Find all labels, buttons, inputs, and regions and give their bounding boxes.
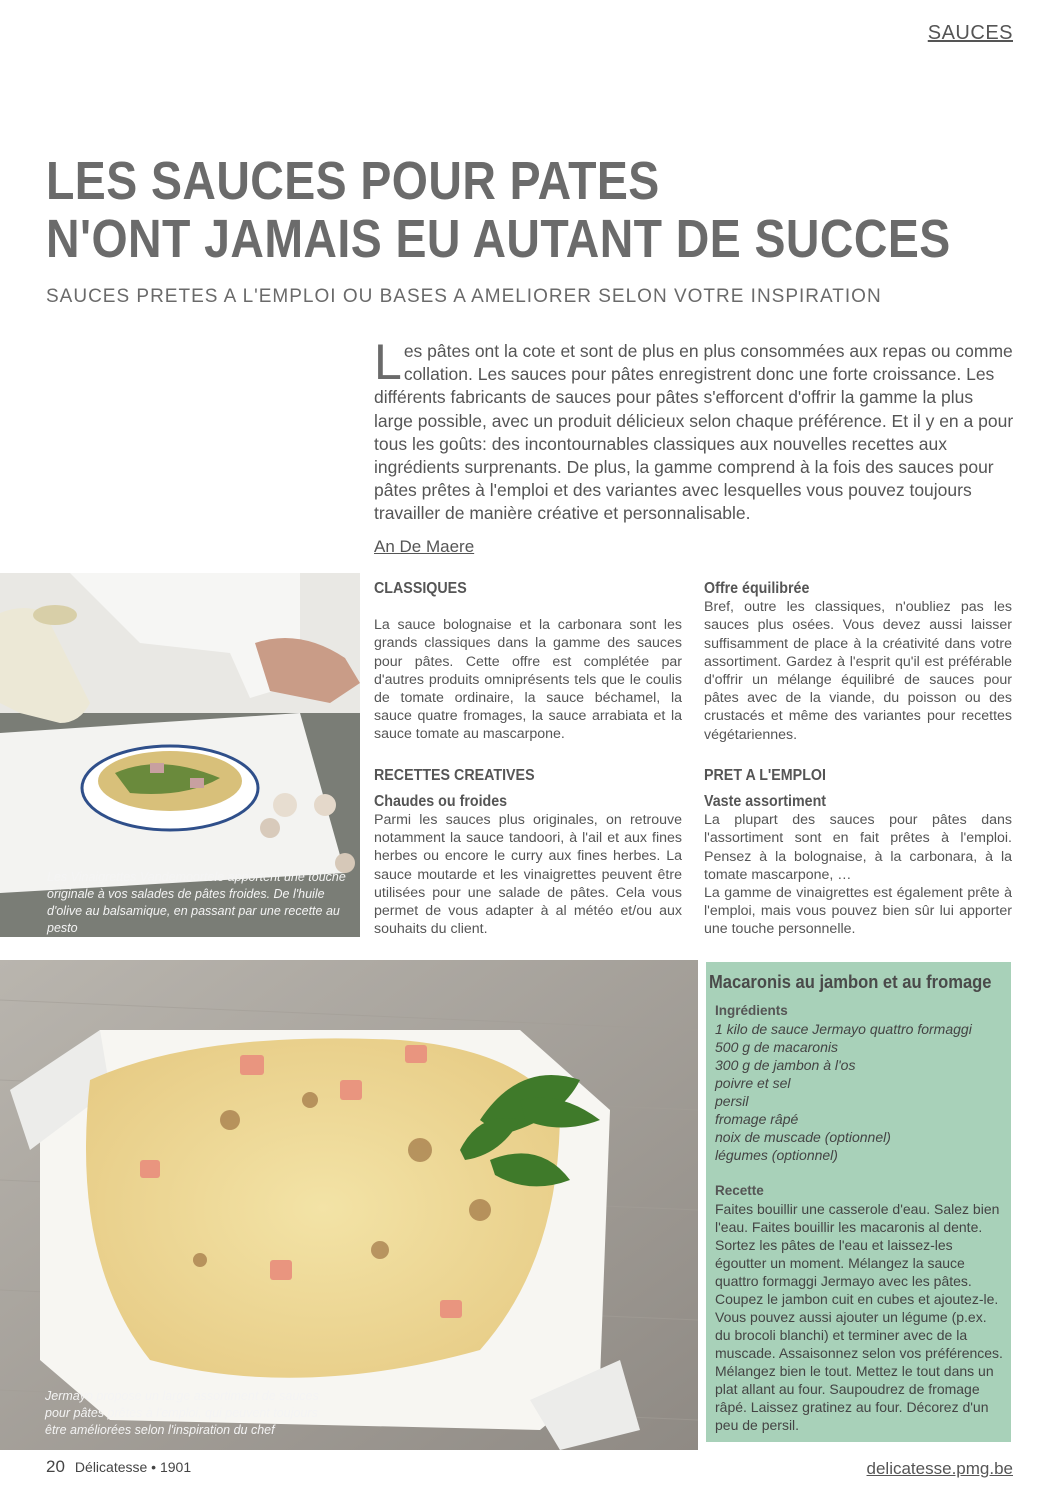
- heading-classiques: CLASSIQUES: [374, 580, 467, 597]
- recipe-box: [706, 962, 1011, 1442]
- ingredients-label: Ingrédients: [715, 1003, 788, 1018]
- ingredient-item: persil: [715, 1093, 749, 1109]
- subheading-vaste-assortiment: Vaste assortiment: [704, 793, 827, 811]
- intro-text: es pâtes ont la cote et sont de plus en plus consommées aux repas ou comme collation. Les sauces pour pâtes enregistrent donc une forte croissance. Les différents fabricants de sauces pour pâtes s'efforcent d'offrir la gamme la plus large possible, avec un produit délicieux selon chaque préférence. Et il y en a pour tous les goûts: des incontournables classiques aux nouvelles recettes aux ingrédients surprenants. De plus, la gamme comprend à la fois des sauces pour pâtes prêtes à l'emploi et des variantes avec lesquelles vous pouvez toujours travailler de manière créative et personnalisable.: [374, 341, 1014, 524]
- salad-photo-caption: Les Vinaigrettes Vandemoortele apportent une touche originale à vos salades de pâtes froides. De l'huile d'olive au balsamique, en passant par une recette au pesto: [47, 870, 346, 935]
- recipe-title: Macaronis au jambon et au fromage: [709, 972, 992, 992]
- dropcap: L: [374, 334, 402, 390]
- column-right: [704, 580, 1012, 939]
- column-left: [374, 580, 682, 938]
- text-recettes-creatives: Parmi les sauces plus originales, on retrouve notamment la sauce tandoori, à l'ail et aux fines herbes ou encore le curry aux fines herbes. La sauce moutarde et les vinaigrettes peuvent être utilisées pour une salade de pâtes. Cela vous permet de vous adapter à al météo et/ou aux souhaits du client.: [374, 812, 682, 938]
- text-offre-equilibree: Bref, outre les classiques, n'oubliez pas les sauces plus osées. Vous devez aussi laisser suffisamment de place à la créativité dans votre assortiment. Gardez à l'esprit qu'il est préférable d'offrir un mélange équilibré de sauces pour pâtes avec de la viande, du poisson ou des crustacés et même des variantes pour recettes végétariennes.: [704, 599, 1012, 743]
- section-tag[interactable]: SAUCES: [927, 22, 1013, 44]
- heading-pret-emploi: PRET A L'EMPLOI: [704, 766, 826, 784]
- ingredient-item: fromage râpé: [715, 1111, 799, 1127]
- ingredient-item: légumes (optionnel): [715, 1147, 838, 1163]
- subheading-offre-equilibree: Offre équilibrée: [704, 580, 810, 597]
- page-headline: [46, 151, 951, 269]
- ingredients-list: [715, 1020, 972, 1164]
- text-pret-emploi-2: La gamme de vinaigrettes est également prête à l'emploi, mais vous pouvez bien sûr lui apporter une touche personnelle.: [704, 885, 1012, 938]
- website-link[interactable]: delicatesse.pmg.be: [866, 1459, 1013, 1478]
- text-pret-emploi-1: La plupart des sauces pour pâtes dans l'assortiment sont en fait prêtes à l'emploi. Pensez à la bolognaise, à la carbonara, à la tomate mascarpone, …: [704, 812, 1012, 883]
- text-classiques: La sauce bolognaise et la carbonara sont les grands classiques dans la gamme des sauces pour pâtes. Cette offre est complétée par d'autres produits omniprésents tels que le coulis de tomate ordinaire, la sauce béchamel, la sauce quatre fromages, la sauce arrabiata et la sauce tomate au mascarpone.: [374, 617, 682, 743]
- macaroni-photo: [0, 960, 698, 1450]
- recipe-steps-label: Recette: [715, 1183, 764, 1198]
- ingredient-item: 1 kilo de sauce Jermayo quattro formaggi: [715, 1021, 972, 1037]
- macaroni-photo-caption: Jermayo propose un large assortiment de sauces pour pâtes prêtes à l'emploi, qui peuvent toujours être améliorées selon l'inspiration du chef: [45, 1389, 319, 1437]
- subheading-chaudes-froides: Chaudes ou froides: [374, 792, 508, 810]
- publication-name: Délicatesse • 1901: [74, 1459, 192, 1475]
- recipe-steps: Faites bouillir une casserole d'eau. Salez bien l'eau. Faites bouillir les macaronis al dente. Sortez les pâtes de l'eau et laissez-les égoutter un moment. Mélangez la sauce quattro formaggi Jermayo avec les pâtes. Coupez le jambon cuit en cubes et ajoutez-le. Vous pouvez aussi ajouter un légume (p.ex. du brocoli blanchi) et terminer avec de la muscade. Assaisonnez selon vos préférences. Mélangez bien le tout. Mettez le tout dans un plat allant au four. Saupoudrez de fromage râpé. Laissez gratinez au four. Décorez d'un peu de persil.: [715, 1201, 1003, 1433]
- salad-photo: [0, 573, 360, 937]
- heading-recettes-creatives: RECETTES CREATIVES: [374, 766, 535, 784]
- page-subtitle: SAUCES PRETES A L'EMPLOI OU BASES A AMELIORER SELON VOTRE INSPIRATION: [46, 286, 882, 307]
- headline-line-1: LES SAUCES POUR PATES: [46, 151, 660, 211]
- page-number: 20: [46, 1457, 65, 1476]
- headline-line-2: N'ONT JAMAIS EU AUTANT DE SUCCES: [46, 209, 951, 269]
- macaroni-illustration: [0, 960, 698, 1450]
- author-link[interactable]: An De Maere: [374, 537, 475, 556]
- intro-paragraph: [374, 334, 1014, 526]
- ingredient-item: 300 g de jambon à l'os: [715, 1057, 856, 1073]
- ingredient-item: noix de muscade (optionnel): [715, 1129, 891, 1145]
- page-footer: [46, 1457, 191, 1477]
- ingredient-item: 500 g de macaronis: [715, 1039, 838, 1055]
- ingredient-item: poivre et sel: [715, 1075, 791, 1091]
